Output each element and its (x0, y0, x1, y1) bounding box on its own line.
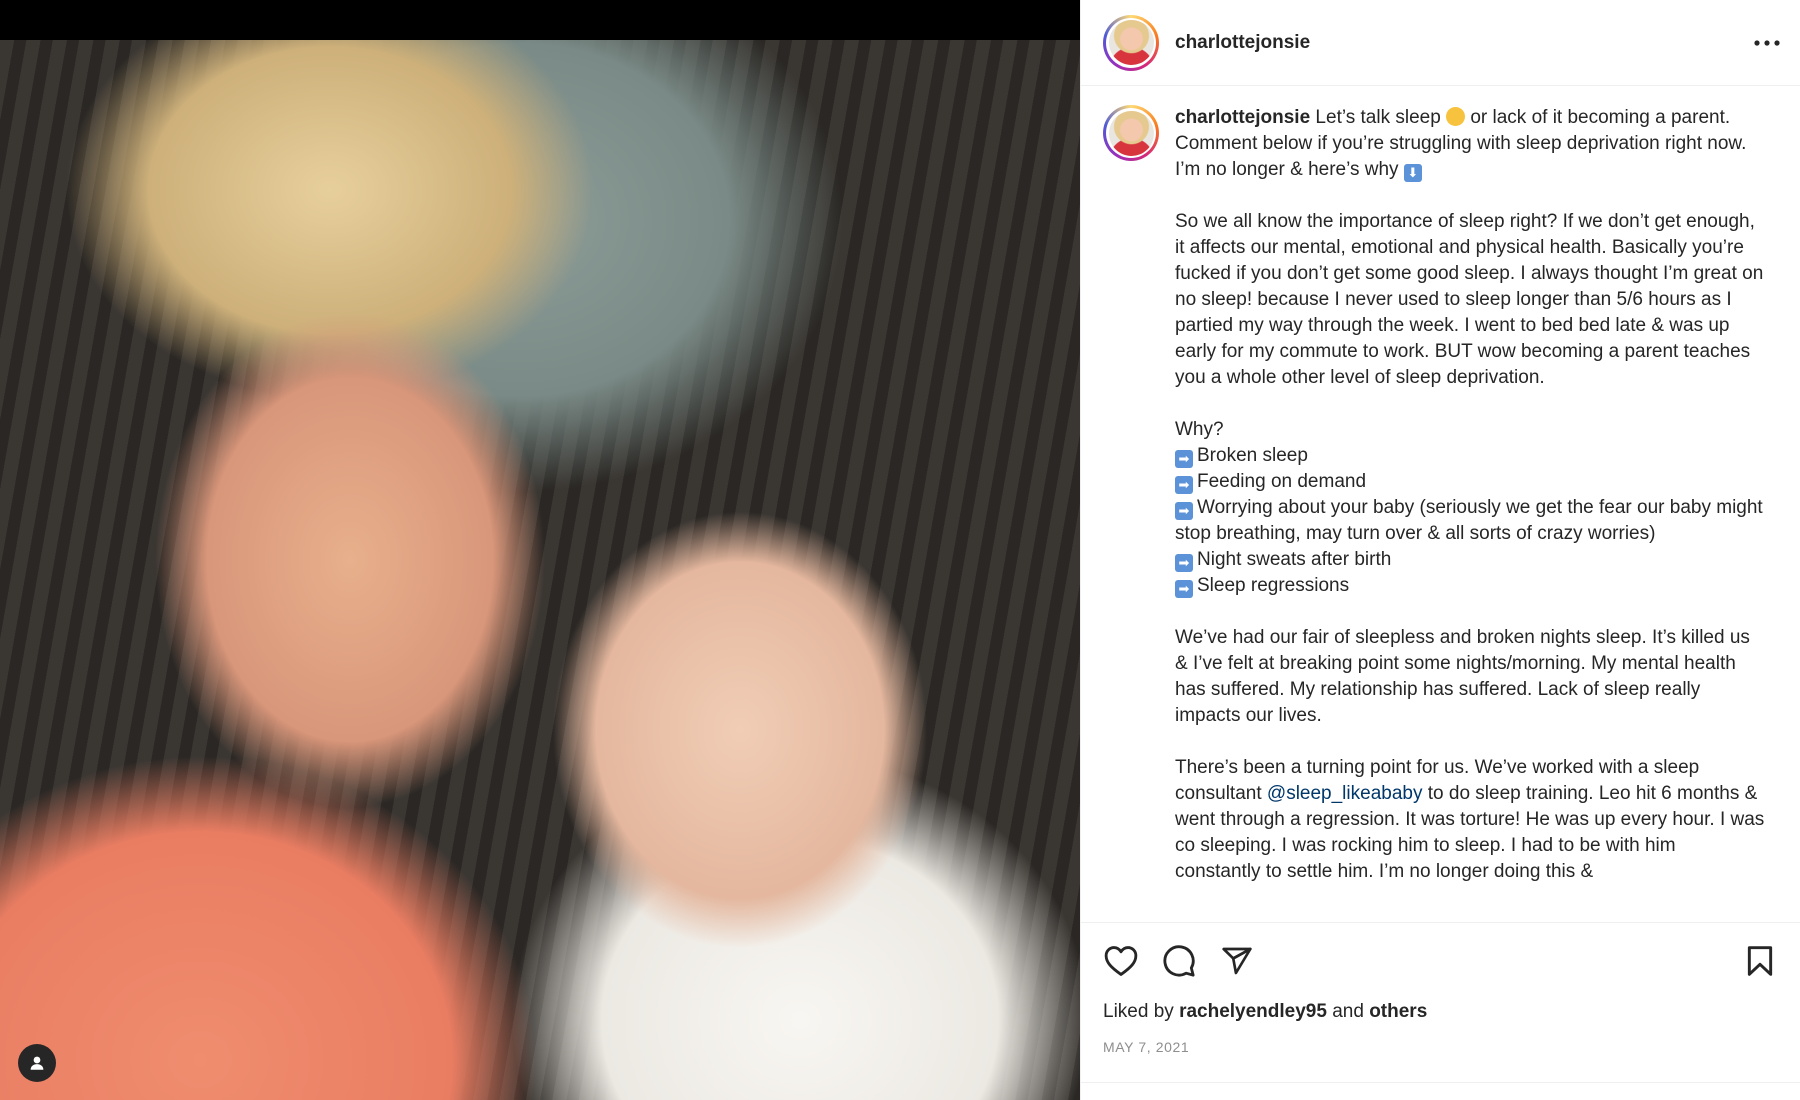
likes-summary (1103, 1001, 1778, 1023)
divider (1081, 1082, 1800, 1083)
right-arrow-icon: ➡ (1175, 476, 1193, 494)
caption-comment (1103, 87, 1778, 885)
post-photo[interactable] (0, 40, 1080, 1100)
right-arrow-icon: ➡ (1175, 580, 1193, 598)
user-tag-icon[interactable] (18, 1044, 56, 1082)
reason-item: Worrying about your baby (seriously we get the fear our baby might stop breathing, may turn over & all sorts of crazy worries) (1175, 497, 1768, 544)
likes-others-link[interactable]: others (1369, 1001, 1428, 1022)
liked-by-user-link[interactable]: rachelyendley95 (1179, 1001, 1327, 1022)
post-actions (1081, 922, 1800, 1082)
caption-intro: Let’s talk sleep (1310, 107, 1447, 128)
reason-item: Broken sleep (1197, 445, 1308, 466)
bookmark-icon[interactable] (1742, 943, 1778, 979)
caption-paragraph-3: There’s been a turning point for us. We’ve worked with a sleep consultant (1175, 757, 1705, 804)
author-avatar[interactable] (1103, 15, 1159, 71)
post-sidebar (1080, 0, 1800, 1100)
caption-paragraph-2: We’ve had our fair of sleepless and broken nights sleep. It’s killed us & I’ve felt at breaking point some nights/morning. My mental health has suffered. My relationship has suffered. Lack of sleep really impacts our lives. (1175, 627, 1756, 726)
avatar (1109, 20, 1154, 65)
caption-why: Why? (1175, 419, 1224, 440)
caption-paragraph-3-cont: to do sleep training. Leo hit 6 months & went through a regression. It was torture! He was up every hour. I was co sleeping. I was rocking him to sleep. I had to be with him constantly to settle him. I’m no longer doing this & (1175, 783, 1770, 882)
reason-item: Night sweats after birth (1197, 549, 1392, 570)
reason-item: Feeding on demand (1197, 471, 1367, 492)
reason-item: Sleep regressions (1197, 575, 1350, 596)
right-arrow-icon: ➡ (1175, 554, 1193, 572)
post-header (1081, 0, 1800, 86)
caption-paragraph-1: So we all know the importance of sleep right? If we don’t get enough, it affects our mental, emotional and physical health. Basically you’re fucked if you don’t get some good sleep. I always thought I’m great on no sleep! because I never used to sleep longer than 5/6 hours as I partied my way through the week. I went to bed bed late & was up early for my commute to work. BUT wow becoming a parent teaches you a whole other level of sleep deprivation. (1175, 211, 1769, 388)
right-arrow-icon: ➡ (1175, 502, 1193, 520)
comment-icon[interactable] (1161, 943, 1197, 979)
likes-and: and (1332, 1001, 1364, 1022)
author-username[interactable]: charlottejonsie (1175, 31, 1311, 53)
avatar (1109, 111, 1154, 156)
caption-text (1175, 105, 1770, 885)
paper-plane-icon[interactable] (1219, 943, 1255, 979)
mention-link[interactable]: @sleep_likeababy (1266, 783, 1423, 804)
likes-prefix: Liked by (1103, 1001, 1174, 1022)
caption-author-avatar[interactable] (1103, 105, 1159, 161)
sleeping-face-emoji (1446, 107, 1465, 126)
more-horizontal-icon[interactable] (1752, 30, 1782, 56)
heart-icon[interactable] (1103, 943, 1139, 979)
right-arrow-icon: ➡ (1175, 450, 1193, 468)
post-date[interactable]: MAY 7, 2021 (1103, 1039, 1190, 1055)
action-bar (1103, 923, 1778, 999)
caption-username[interactable]: charlottejonsie (1175, 107, 1311, 128)
caption-scroll-area[interactable] (1081, 87, 1800, 922)
caption-intro-cont: or lack of it becoming a parent. Comment below if you’re struggling with sleep deprivation right now. I’m no longer & here’s why (1175, 107, 1752, 180)
down-arrow-icon: ⬇ (1404, 164, 1422, 182)
